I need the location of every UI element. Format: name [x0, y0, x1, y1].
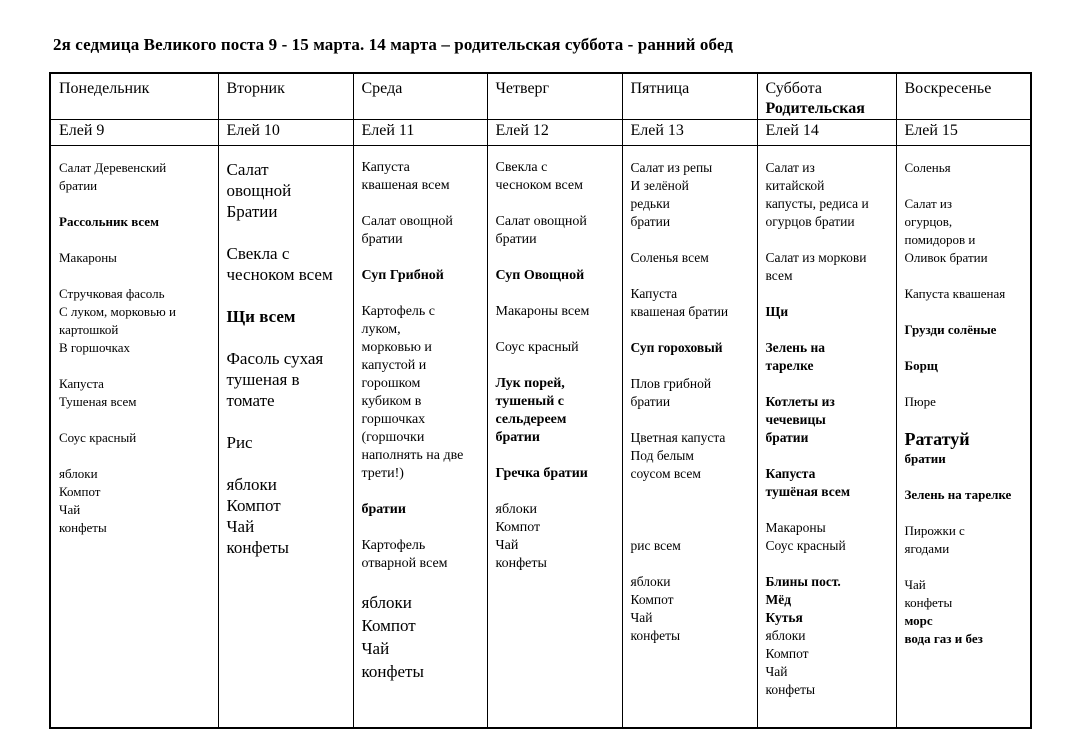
menu-item-line: тушеный с [495, 394, 565, 409]
menu-block [631, 501, 749, 519]
day-name: Пятница [630, 80, 690, 97]
menu-cell-5 [757, 146, 896, 729]
menu-item-line: китайской [765, 178, 825, 193]
menu-block [905, 486, 1023, 504]
menu-block [59, 285, 210, 357]
menu-item-line: Грузди солёные [904, 322, 997, 337]
menu-block [362, 303, 479, 483]
menu-item-line: помидоров и [904, 232, 976, 247]
menu-item-line: морс [904, 613, 933, 628]
menu-item-line: ягодами [904, 541, 950, 556]
menu-item-line: Цветная капуста [630, 430, 726, 445]
menu-item-line: Соус красный [59, 430, 137, 445]
menu-item-line: тарелке [765, 358, 814, 373]
menu-item-line: Пюре [904, 394, 936, 409]
menu-item-line: Мёд [765, 592, 792, 607]
menu-item-line: Соус красный [495, 340, 579, 355]
menu-block [496, 465, 614, 483]
menu-item-line: Соленья [904, 160, 951, 175]
eley-cell-1: Елей 10 [218, 120, 353, 146]
menu-item-line: братии [904, 451, 946, 466]
menu-item-line: Фасоль сухая [226, 349, 324, 368]
menu-block [631, 429, 749, 483]
day-header-cell-4 [622, 73, 757, 120]
menu-item-line: братии [495, 430, 540, 445]
day-header-cell-1 [218, 73, 353, 120]
day-name: Четверг [495, 80, 550, 97]
menu-block [631, 573, 749, 645]
day-header-cell-0 [50, 73, 218, 120]
menu-table-body [50, 73, 1031, 728]
menu-item-line: огурцов братии [765, 214, 855, 229]
menu-block [362, 267, 479, 285]
menu-item-line: Зелень на [765, 340, 826, 355]
menu-item-line: Суп Овощной [495, 268, 585, 283]
menu-item-line: Суп гороховый [630, 340, 723, 355]
menu-item-line: Картофель с [361, 304, 435, 319]
menu-item-line: кубиком в [361, 394, 422, 409]
menu-item-line: Щи [765, 304, 789, 319]
menu-item-line: Кутья [765, 610, 803, 625]
menu-item-line: Рассольник всем [59, 214, 159, 229]
menu-item-line: Рататуй [904, 429, 970, 449]
menu-item-line: И зелёной [630, 178, 689, 193]
menu-block [631, 537, 749, 555]
menu-item-line: квашеная всем [361, 178, 450, 193]
menu-item-line: конфеты [630, 628, 681, 643]
menu-block [905, 576, 1023, 648]
menu-item-line: отварной всем [361, 556, 448, 571]
menu-block [905, 159, 1023, 177]
menu-item-line: Макароны всем [495, 304, 590, 319]
menu-item-line: конфеты [226, 538, 289, 557]
menu-block [59, 375, 210, 411]
day-name: Вторник [226, 80, 285, 97]
day-header-cell-5 [757, 73, 896, 120]
menu-item-line: Чай [765, 664, 788, 679]
menu-item-line: сельдереем [495, 412, 567, 427]
menu-item-line: рис всем [630, 538, 681, 553]
menu-item-line: яблоки [765, 628, 806, 643]
menu-item-line: редьки [630, 196, 670, 211]
day-name-subtitle: Родительская [765, 100, 865, 117]
menu-item-line: Капуста [765, 466, 816, 481]
menu-block [496, 303, 614, 321]
menu-block [631, 159, 749, 231]
menu-block [631, 339, 749, 357]
day-header-cell-2 [353, 73, 487, 120]
menu-item-line: Компот [226, 496, 281, 515]
menu-item-line: братии [361, 232, 403, 247]
day-name: Воскресенье [904, 80, 992, 97]
menu-block [227, 159, 345, 222]
eley-cell-4: Елей 13 [622, 120, 757, 146]
menu-item-line: Салат [226, 160, 269, 179]
menu-block [905, 429, 1023, 468]
day-name: Среда [361, 80, 403, 97]
menu-item-line: Чай [361, 639, 390, 658]
eley-cell-5: Елей 14 [757, 120, 896, 146]
menu-item-line: С луком, морковью и [59, 304, 176, 319]
menu-item-line: братии [59, 178, 98, 193]
menu-item-line: Капуста квашеная [904, 286, 1006, 301]
menu-item-line: соусом всем [630, 466, 701, 481]
menu-item-line: братии [630, 394, 671, 409]
menu-block [766, 393, 888, 447]
eley-cell-6: Елей 15 [896, 120, 1031, 146]
menu-block [905, 195, 1023, 267]
menu-item-line: Макароны [59, 250, 117, 265]
menu-block [362, 159, 479, 195]
menu-item-line: Салат овощной [361, 214, 453, 229]
menu-item-line: трети!) [361, 466, 404, 481]
menu-item-line: (горшочки [361, 430, 425, 445]
menu-item-line: Салат из [904, 196, 952, 211]
menu-item-line: капусты, редиса и [765, 196, 869, 211]
menu-item-line: огурцов, [904, 214, 953, 229]
menu-item-line: Компот [361, 616, 416, 635]
menu-item-line: квашеная братии [630, 304, 729, 319]
day-header-row [50, 73, 1031, 120]
menu-block [631, 249, 749, 267]
menu-item-line: яблоки [226, 475, 277, 494]
menu-item-line: всем [765, 268, 793, 283]
menu-item-line: Котлеты из [765, 394, 835, 409]
menu-item-line: В горшочках [59, 340, 131, 355]
menu-item-line: Под белым [630, 448, 694, 463]
menu-item-line: Салат Деревенский [59, 160, 167, 175]
menu-item-line [631, 501, 749, 519]
menu-item-line: Щи всем [226, 307, 296, 326]
menu-block [905, 522, 1023, 558]
menu-item-line: Свекла с [226, 244, 290, 263]
menu-item-line: Салат овощной [495, 214, 587, 229]
menu-block [59, 429, 210, 447]
menu-item-line: Плов грибной [630, 376, 712, 391]
menu-item-line: Макароны [765, 520, 826, 535]
menu-item-line: вода газ и без [904, 631, 983, 646]
menu-block [905, 357, 1023, 375]
menu-item-line: луком, [361, 322, 401, 337]
menu-item-line: Капуста [361, 160, 410, 175]
menu-item-line: Компот [765, 646, 809, 661]
menu-cell-4 [622, 146, 757, 729]
menu-block [766, 303, 888, 321]
menu-cell-6 [896, 146, 1031, 729]
menu-block [766, 465, 888, 501]
menu-block [59, 159, 210, 195]
menu-item-line: Свекла с [495, 160, 548, 175]
menu-item-line: Чай [495, 538, 519, 553]
menu-item-line: конфеты [59, 520, 107, 535]
menu-block [59, 213, 210, 231]
menu-item-line: Компот [630, 592, 674, 607]
menu-item-line: яблоки [630, 574, 671, 589]
menu-item-line: Чай [59, 502, 81, 517]
menu-block [496, 159, 614, 195]
menu-block [766, 159, 888, 231]
day-name: Суббота [765, 80, 822, 97]
menu-cell-2 [353, 146, 487, 729]
menu-item-line: Чай [630, 610, 653, 625]
menu-block [227, 243, 345, 285]
menu-item-line: конфеты [904, 595, 953, 610]
menu-item-line: тушеная в [226, 370, 300, 389]
menu-item-line: Компот [495, 520, 541, 535]
menu-item-line: Зелень на тарелке [904, 487, 1012, 502]
menu-cell-3 [487, 146, 622, 729]
menu-block [905, 393, 1023, 411]
menu-item-line: чесноком всем [226, 265, 333, 284]
menu-item-line: горшочках [361, 412, 426, 427]
menu-block [227, 306, 345, 327]
menu-item-line: Капуста [59, 376, 104, 391]
eley-cell-2: Елей 11 [353, 120, 487, 146]
menu-item-line: яблоки [59, 466, 98, 481]
menu-item-line: картошкой [59, 322, 119, 337]
menu-block [496, 267, 614, 285]
menu-item-line: братии [765, 430, 809, 445]
menu-item-line: Рис [226, 433, 253, 452]
menu-block [496, 213, 614, 249]
menu-item-line: Соленья всем [630, 250, 709, 265]
menu-item-line: Братии [226, 202, 278, 221]
menu-item-line: Суп Грибной [361, 268, 444, 283]
menu-item-line: Блины пост. [765, 574, 841, 589]
menu-block [227, 348, 345, 411]
menu-block [766, 573, 888, 699]
menu-block [631, 375, 749, 411]
menu-table [49, 72, 1032, 729]
menu-block [766, 519, 888, 555]
menu-item-line: братии [630, 214, 671, 229]
eley-row [50, 120, 1031, 146]
menu-item-line: Салат из моркови [765, 250, 867, 265]
page-title: 2я седмица Великого поста 9 - 15 марта. 14 марта – родительская суббота - ранний обед [53, 35, 733, 54]
menu-block [496, 339, 614, 357]
menu-item-line: Чай [904, 577, 926, 592]
menu-item-line: конфеты [495, 556, 547, 571]
menu-block [905, 285, 1023, 303]
menu-item-line: Компот [59, 484, 101, 499]
menu-item-line: тушёная всем [765, 484, 851, 499]
menu-item-line: горошком [361, 376, 421, 391]
menu-item-line: Стручковая фасоль [59, 286, 165, 301]
menu-item-line: капустой и [361, 358, 427, 373]
menu-block [362, 537, 479, 573]
menu-block [496, 501, 614, 573]
menu-item-line: Борщ [904, 358, 938, 373]
menu-block [362, 591, 479, 683]
menu-item-line: Лук порей, [495, 376, 565, 391]
menu-item-line: Оливок братии [904, 250, 988, 265]
day-header-cell-6 [896, 73, 1031, 120]
menu-block [362, 501, 479, 519]
day-name: Понедельник [59, 80, 150, 97]
menu-block [631, 285, 749, 321]
menu-block [766, 339, 888, 375]
menu-item-line: конфеты [765, 682, 816, 697]
menu-item-line: чечевицы [765, 412, 826, 427]
menu-block [766, 249, 888, 285]
menu-item-line: морковью и [361, 340, 432, 355]
menu-item-line: овощной [226, 181, 292, 200]
menu-item-line: Салат из репы [630, 160, 713, 175]
menu-item-line: чесноком всем [495, 178, 583, 193]
eley-cell-0: Елей 9 [50, 120, 218, 146]
menu-block [227, 432, 345, 453]
menu-item-line: яблоки [495, 502, 537, 517]
menu-block [227, 474, 345, 558]
menu-content-row [50, 146, 1031, 729]
menu-item-line: Гречка братии [495, 466, 588, 481]
menu-item-line: яблоки [361, 593, 412, 612]
menu-item-line: Картофель [361, 538, 426, 553]
menu-cell-0 [50, 146, 218, 729]
menu-block [905, 321, 1023, 339]
menu-item-line: Капуста [630, 286, 678, 301]
menu-item-line: томате [226, 391, 275, 410]
menu-block [362, 213, 479, 249]
menu-item-line: Тушеная всем [59, 394, 137, 409]
menu-item-line: братии [361, 502, 406, 517]
day-header-cell-3 [487, 73, 622, 120]
menu-item-line: Чай [226, 517, 255, 536]
menu-cell-1 [218, 146, 353, 729]
menu-block [496, 375, 614, 447]
menu-item-line: наполнять на две [361, 448, 464, 463]
menu-item-line: Соус красный [765, 538, 846, 553]
menu-item-line: Пирожки с [904, 523, 965, 538]
eley-cell-3: Елей 12 [487, 120, 622, 146]
menu-item-line: конфеты [361, 662, 424, 681]
menu-block [59, 465, 210, 537]
menu-item-line: братии [495, 232, 537, 247]
menu-block [59, 249, 210, 267]
menu-item-line: Салат из [765, 160, 815, 175]
